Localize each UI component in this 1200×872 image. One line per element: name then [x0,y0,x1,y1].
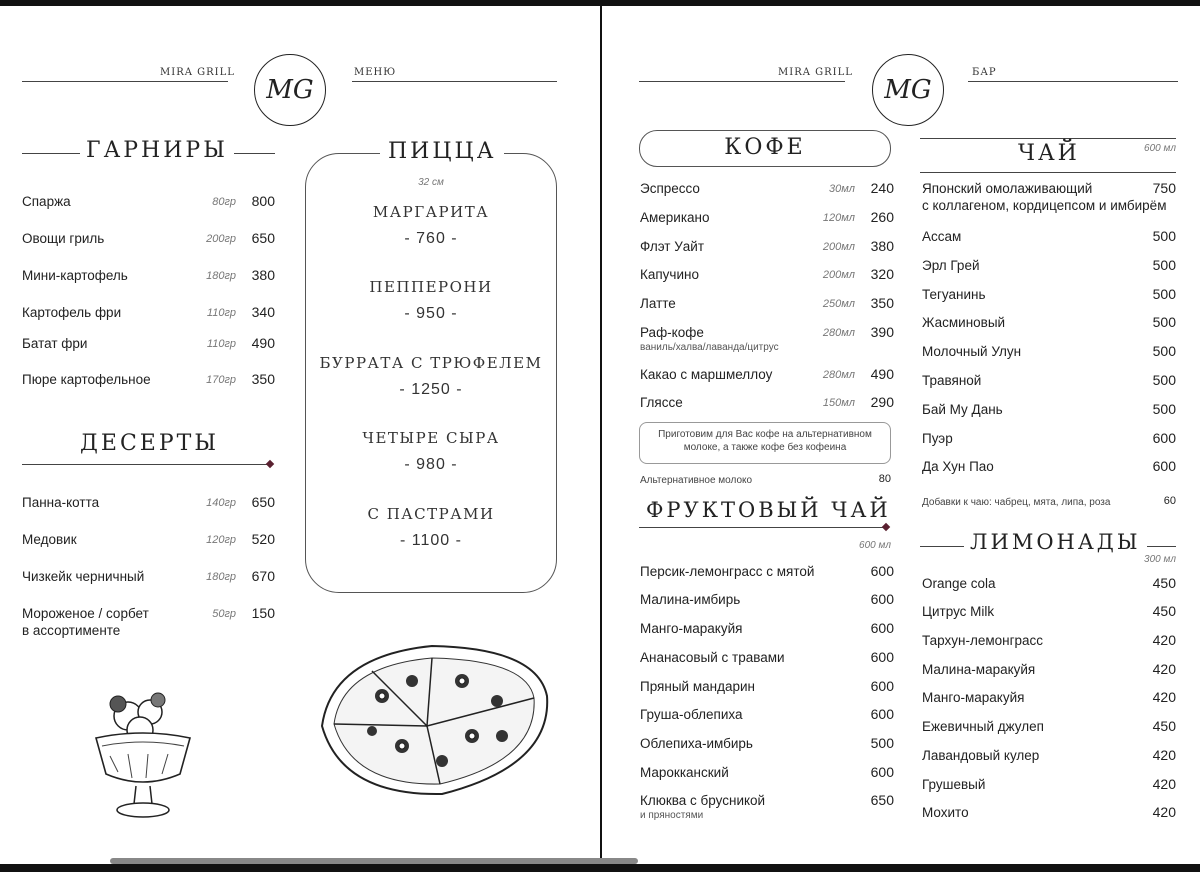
header-line-left [639,81,845,82]
item-price: 380 [870,238,894,254]
item-price: 650 [870,792,894,808]
item-price: 800 [251,193,275,209]
item-name: Мини-картофель [22,268,128,283]
fruit-tea-row [640,650,785,665]
tea-row [922,373,981,388]
fruit-tea-row [640,592,740,607]
tea-volume: 600 мл [1144,143,1176,154]
item-name: Чизкейк черничный [22,569,145,584]
item-name: Мохито [922,805,969,820]
pizza-name: С ПАСТРАМИ [367,505,495,523]
item-name: Эрл Грей [922,258,980,273]
item-name: Облепиха-имбирь [640,736,753,751]
fruit-tea-row [640,564,814,579]
coffee-row [640,325,779,353]
tea-row [922,229,961,244]
desserts-title: ДЕСЕРТЫ [80,431,219,456]
pizza-name: МАРГАРИТА [372,203,490,221]
item-price: 600 [870,764,894,780]
item-name: Цитрус Milk [922,604,995,619]
menu-page-left [0,6,600,864]
item-name: Грушевый [922,777,986,792]
dessert-row [22,569,144,584]
lemonade-row [922,662,1035,677]
pizza-price: - 950 - [404,305,458,322]
item-price: 260 [870,209,894,225]
tea-row [922,287,986,302]
item-name: Картофель фри [22,305,122,320]
dessert-row [22,532,77,547]
item-name: Японский омолаживающий [922,181,1093,196]
pizza-price: - 760 - [404,230,458,247]
item-name: Пуэр [922,431,953,446]
item-name: Панна-котта [22,495,100,510]
item-price: 600 [870,706,894,722]
item-weight: 180гр [206,571,236,583]
garnish-row [22,305,121,320]
item-name: Клюква с брусникой [640,793,766,808]
item-price: 290 [870,394,894,410]
item-weight: 200мл [822,269,855,281]
header-line-right [352,81,557,82]
lemonade-row [922,748,1039,763]
desserts-title-line [22,464,270,465]
item-price: 500 [1152,257,1176,273]
item-price: 500 [1152,401,1176,417]
item-price: 420 [1152,776,1176,792]
lemonade-row [922,633,1043,648]
item-price: 600 [870,563,894,579]
item-name: Какао с маршмеллоу [640,367,773,382]
pizza-name: БУРРАТА С ТРЮФЕЛЕМ [319,354,543,372]
item-price: 650 [251,230,275,246]
lemonade-row [922,719,1044,734]
logo-text: MG [884,75,932,105]
lemonade-row [922,604,994,619]
item-weight: 120мл [822,212,855,224]
tea-title: ЧАЙ [1018,141,1080,166]
item-price: 340 [251,304,275,320]
item-price: 600 [1152,430,1176,446]
coffee-row [640,181,700,196]
pizza-illustration [312,636,552,801]
diamond-ornament [882,523,890,531]
item-name: Пряный мандарин [640,679,755,694]
item-weight: 140гр [206,497,236,509]
item-price: 390 [870,324,894,340]
garnish-row [22,231,104,246]
item-subtitle: с коллагеном, кордицепсом и имбирём [922,198,1167,213]
coffee-row [640,367,772,382]
fruit-tea-row [640,765,729,780]
tea-additives-label: Добавки к чаю: чабрец, мята, липа, роза [922,497,1111,508]
garnish-row [22,372,151,387]
pizza-name: ПЕППЕРОНИ [369,278,493,296]
ice-cream-illustration [88,686,198,826]
lemonade-row [922,690,1024,705]
item-price: 380 [251,267,275,283]
fruit-tea-title: ФРУКТОВЫЙ ЧАЙ [646,498,891,522]
item-name: Ассам [922,229,962,244]
item-weight: 250мл [822,298,855,310]
item-weight: 280мл [822,369,855,381]
item-name: Персик-лемонграсс с мятой [640,564,815,579]
item-price: 420 [1152,747,1176,763]
item-name: Жасминовый [922,315,1006,330]
item-price: 600 [870,649,894,665]
item-name: Манго-маракуйя [922,690,1025,705]
lemonades-title: ЛИМОНАДЫ [964,530,1147,554]
tea-row [922,402,1003,417]
item-name: Флэт Уайт [640,239,705,254]
item-price: 490 [251,335,275,351]
fruit-tea-row [640,736,753,751]
tea-row [922,459,994,474]
item-name: Ежевичный джулеп [922,719,1044,734]
fruit-tea-volume: 600 мл [859,540,891,551]
alt-milk-price: 80 [878,473,891,485]
item-price: 420 [1152,804,1176,820]
coffee-row [640,395,683,410]
item-price: 450 [1152,718,1176,734]
tea-row [922,431,953,446]
item-name: Американо [640,210,710,225]
logo [872,54,944,126]
coffee-row [640,239,704,254]
item-price: 750 [1152,180,1176,196]
fruit-tea-row [640,679,755,694]
pizza-price: - 1250 - [399,381,463,398]
diamond-ornament [266,460,274,468]
item-name: Малина-имбирь [640,592,741,607]
garnish-row [22,268,128,283]
coffee-row [640,210,710,225]
item-name: Orange cola [922,576,996,591]
pizza-size: 32 см [418,177,444,188]
item-weight: 180гр [206,270,236,282]
garnishes-title: ГАРНИРЫ [80,138,234,163]
item-price: 240 [870,180,894,196]
alt-milk-label: Альтернативное молоко [640,475,753,486]
item-price: 600 [1152,458,1176,474]
item-price: 350 [251,371,275,387]
item-price: 600 [870,678,894,694]
item-name: Манго-маракуйя [640,621,743,636]
item-price: 500 [870,735,894,751]
item-price: 450 [1152,603,1176,619]
section-label: МЕНЮ [354,67,397,78]
horizontal-scrollbar[interactable] [110,858,638,864]
item-price: 150 [251,605,275,621]
item-weight: 110гр [206,307,236,319]
item-price: 600 [870,591,894,607]
item-name: Батат фри [22,336,88,351]
item-weight: 280мл [822,327,855,339]
item-name: Капучино [640,267,699,282]
item-weight: 200гр [206,233,236,245]
coffee-row [640,267,699,282]
item-price: 500 [1152,286,1176,302]
item-price: 490 [870,366,894,382]
fruit-tea-row [640,621,742,636]
lemonade-row [922,777,985,792]
dessert-row [22,606,149,638]
pizza-price: - 980 - [404,456,458,473]
item-name: Тегуанинь [922,287,986,302]
item-name: Пюре картофельное [22,372,151,387]
header-line-right [968,81,1178,82]
item-weight: 30мл [829,183,855,195]
item-name: Марокканский [640,765,729,780]
item-name: Медовик [22,532,77,547]
item-weight: 200мл [822,241,855,253]
item-price: 420 [1152,689,1176,705]
item-weight: 120гр [206,534,236,546]
tea-row [922,258,980,273]
item-name: Гляссе [640,395,683,410]
tea-line-bottom [920,172,1176,173]
item-price: 500 [1152,343,1176,359]
section-label: БАР [972,67,997,78]
brand-label: MIRA GRILL [160,67,235,78]
item-price: 320 [870,266,894,282]
fruit-tea-line [639,527,885,528]
fruit-tea-row [640,793,765,821]
item-name: Малина-маракуйя [922,662,1036,677]
item-subtitle: в ассортименте [22,623,121,638]
item-name: Бай Му Дань [922,402,1003,417]
lemonades-volume: 300 мл [1144,554,1176,565]
tea-row [922,344,1021,359]
item-name: Травяной [922,373,982,388]
garnish-row [22,194,71,209]
item-name: Да Хун Пао [922,459,994,474]
item-subtitle: ваниль/халва/лаванда/цитрус [640,342,779,353]
item-price: 350 [870,295,894,311]
item-price: 500 [1152,372,1176,388]
item-price: 650 [251,494,275,510]
brand-label: MIRA GRILL [778,67,853,78]
item-price: 450 [1152,575,1176,591]
pizza-name: ЧЕТЫРЕ СЫРА [362,429,500,447]
item-weight: 80гр [212,196,236,208]
item-name: Груша-облепиха [640,707,743,722]
coffee-note: Приготовим для Вас кофе на альтернативном молоке, а также кофе без кофеина [639,422,891,464]
menu-page-right [602,6,1200,864]
item-name: Молочный Улун [922,344,1022,359]
item-name: Эспрессо [640,181,700,196]
item-price: 500 [1152,228,1176,244]
item-weight: 110гр [206,338,236,350]
header-line-left [22,81,228,82]
fruit-tea-row [640,707,742,722]
item-weight: 50гр [212,608,236,620]
item-price: 670 [251,568,275,584]
item-price: 420 [1152,661,1176,677]
item-name: Овощи гриль [22,231,105,246]
item-price: 600 [870,620,894,636]
tea-additives-price: 60 [1163,495,1176,507]
item-name: Тархун-лемонграсс [922,633,1044,648]
item-price: 420 [1152,632,1176,648]
pizza-price: - 1100 - [400,532,462,549]
lemonade-row [922,576,996,591]
item-name: Латте [640,296,676,311]
item-name: Ананасовый с травами [640,650,785,665]
item-name: Мороженое / сорбет [22,606,149,621]
pizza-title: ПИЦЦА [380,139,504,164]
logo [254,54,326,126]
lemonade-row [922,805,969,820]
item-price: 520 [251,531,275,547]
tea-line-top [920,138,1176,139]
item-subtitle: и пряностями [640,810,704,821]
tea-row [922,315,1005,330]
dessert-row [22,495,99,510]
garnish-row [22,336,87,351]
item-weight: 170гр [206,374,236,386]
coffee-row [640,296,676,311]
item-name: Раф-кофе [640,325,704,340]
coffee-title: КОФЕ [724,135,806,160]
item-price: 500 [1152,314,1176,330]
item-name: Лавандовый кулер [922,748,1040,763]
item-weight: 150мл [822,397,855,409]
logo-text: MG [266,75,314,105]
item-name: Спаржа [22,194,71,209]
